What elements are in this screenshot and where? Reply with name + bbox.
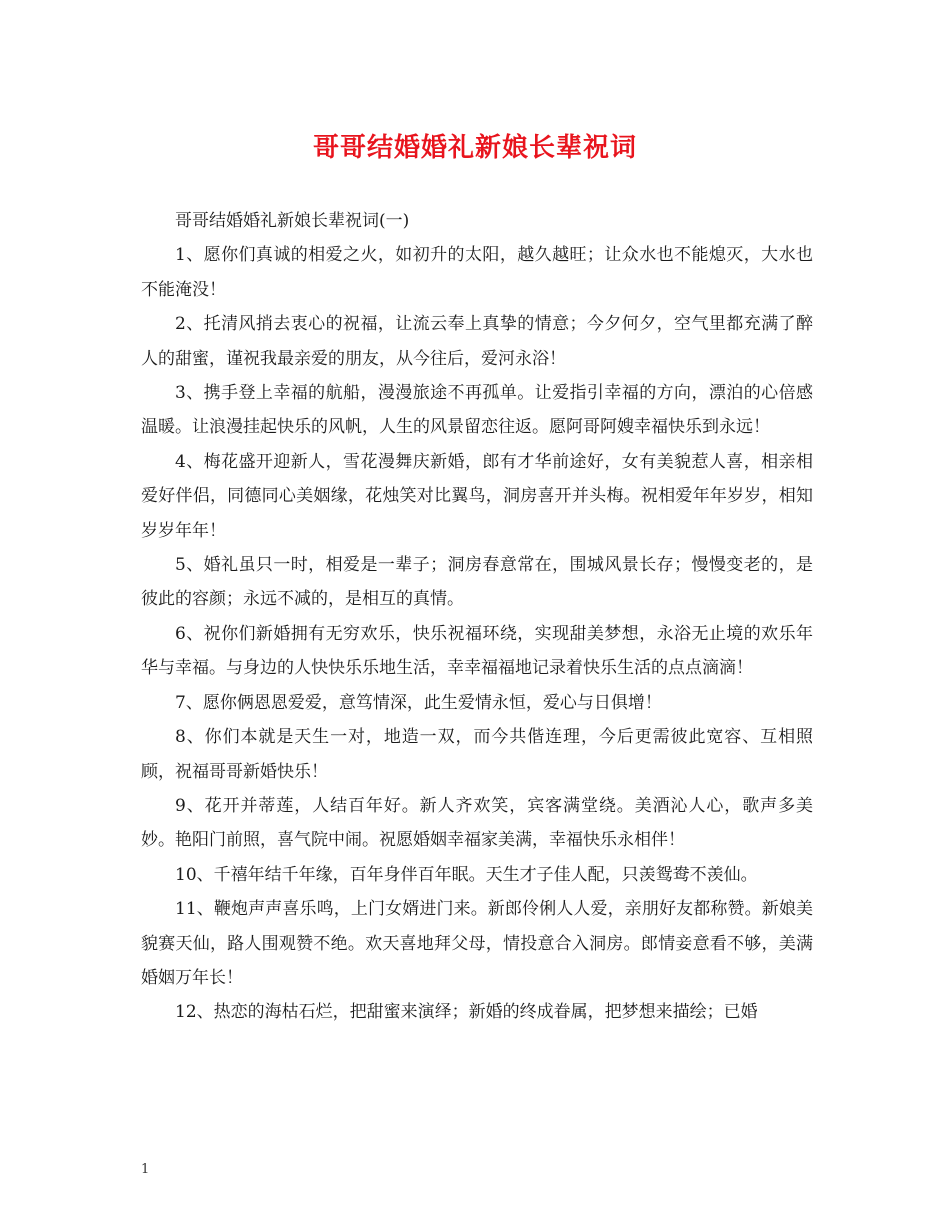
document-title: 哥哥结婚婚礼新娘长辈祝词 bbox=[312, 133, 637, 163]
paragraph-10: 10、千禧年结千年缘，百年身伴百年眠。天生才子佳人配，只羡鸳鸯不羡仙。 bbox=[175, 864, 758, 885]
paragraph-5: 5、婚礼虽只一时，相爱是一辈子；洞房春意常在，围城风景长存；慢慢变老的，是彼此的容颜；永远不减的，是相互的真情。 bbox=[141, 555, 813, 610]
paragraph-4: 4、梅花盛开迎新人，雪花漫舞庆新婚，郎有才华前途好，女有美貌惹人喜，相亲相爱好伴侣，同德同心美姻缘，花烛笑对比翼鸟，洞房喜开并头梅。祝相爱年年岁岁，相知岁岁年年！ bbox=[141, 451, 813, 541]
paragraph-8: 8、你们本就是天生一对，地造一双，而今共偕连理，今后更需彼此宽容、互相照顾，祝福哥哥新婚快乐！ bbox=[141, 727, 813, 782]
paragraph-2: 2、托清风捎去衷心的祝福，让流云奉上真挚的情意；今夕何夕，空气里都充满了醉人的甜蜜，谨祝我最亲爱的朋友，从今往后，爱河永浴！ bbox=[141, 314, 813, 369]
paragraph-7: 7、愿你俩恩恩爱爱，意笃情深，此生爱情永恒，爱心与日俱增！ bbox=[175, 692, 662, 713]
page-number: 1 bbox=[141, 1162, 150, 1177]
document-body bbox=[141, 204, 813, 1030]
paragraph-intro: 哥哥结婚婚礼新娘长辈祝词(一) bbox=[175, 211, 410, 231]
paragraph-9: 9、花开并蒂莲，人结百年好。新人齐欢笑，宾客满堂绕。美酒沁人心，歌声多美妙。艳阳门前照，喜气院中闹。祝愿婚姻幸福家美满，幸福快乐永相伴！ bbox=[141, 795, 813, 851]
paragraph-3: 3、携手登上幸福的航船，漫漫旅途不再孤单。让爱指引幸福的方向，漂泊的心倍感温暖。让浪漫挂起快乐的风帆，人生的风景留恋往返。愿阿哥阿嫂幸福快乐到永远！ bbox=[141, 383, 813, 438]
paragraph-6: 6、祝你们新婚拥有无穷欢乐，快乐祝福环绕，实现甜美梦想，永浴无止境的欢乐年华与幸福。与身边的人快快乐乐地生活，幸幸福福地记录着快乐生活的点点滴滴！ bbox=[141, 623, 813, 679]
paragraph-1: 1、愿你们真诚的相爱之火，如初升的太阳，越久越旺；让众水也不能熄灭，大水也不能淹没！ bbox=[141, 245, 813, 300]
paragraph-12: 12、热恋的海枯石烂，把甜蜜来演绎；新婚的终成眷属，把梦想来描绘；已婚 bbox=[175, 1002, 758, 1023]
paragraph-11: 11、鞭炮声声喜乐鸣，上门女婿进门来。新郎伶俐人人爱，亲朋好友都称赞。新娘美貌赛天仙，路人围观赞不绝。欢天喜地拜父母，情投意合入洞房。郎情妾意看不够，美满婚姻万年长！ bbox=[141, 899, 813, 988]
